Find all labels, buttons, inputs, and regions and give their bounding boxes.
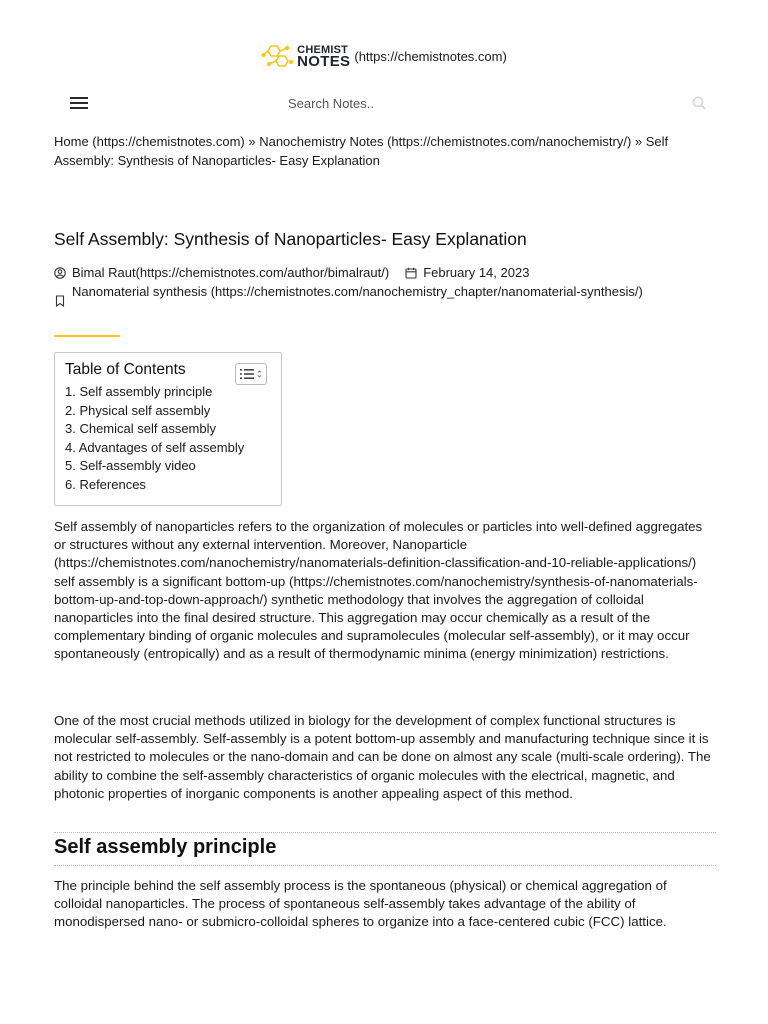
logo-wordmark [297, 44, 350, 68]
breadcrumb-home-link[interactable]: Home (https://chemistnotes.com) [54, 134, 245, 149]
site-header [0, 42, 768, 70]
post-category [54, 283, 714, 307]
author-link[interactable]: Bimal Raut(https://chemistnotes.com/author/bimalraut/) [72, 265, 390, 280]
breadcrumb-separator: » [631, 134, 646, 149]
post-meta [54, 265, 529, 280]
toc-item[interactable]: 1. Self assembly principle [65, 384, 213, 399]
breadcrumb-category-link[interactable]: Nanochemistry Notes (https://chemistnotes.com/nanochemistry/) [259, 134, 632, 149]
toc-item[interactable]: 5. Self-assembly video [65, 458, 196, 473]
toc-item[interactable]: 6. References [65, 476, 146, 492]
hamburger-menu-icon[interactable] [70, 97, 88, 109]
post-date-text: February 14, 2023 [423, 265, 530, 280]
toc-item[interactable]: 4. Advantages of self assembly [65, 439, 245, 455]
section-heading: Self assembly principle [54, 836, 277, 858]
toc-toggle-button[interactable] [235, 363, 267, 385]
intro-paragraph: Self assembly of nanoparticles refers to the organization of molecules or particles into well-defined aggregates or structures without any external intervention. Moreover, Nanoparticle (https://chemistnotes.com/nanochemistry/nanomaterials-definition-classification-and-10-reliable-applications/) self assembly is a significant bottom-up (https://chemistnotes.com/nanochemistry/synthesis-of-nanomaterials-bottom-up-and-top-down-approach/) synthetic methodology that involves the aggregation of colloidal nanoparticles into the final desired structure. This aggregation may occur chemically as a result of the complementary binding of organic molecules and supramolecules (molecular self-assembly), or it may occur spontaneously (entropically) and as a result of thermodynamic minima (energy minimization) restrictions. [54, 519, 703, 662]
section-divider [54, 865, 716, 866]
category-link[interactable]: Nanomaterial synthesis (https://chemistnotes.com/nanochemistry_chapter/nanomaterial-synthesis/) [72, 284, 643, 299]
logo-line-1: CHEMIST [297, 44, 349, 56]
title-accent-divider [54, 335, 120, 337]
toc-item[interactable]: 3. Chemical self assembly [65, 421, 216, 436]
section-divider [54, 832, 716, 833]
page-title: Self Assembly: Synthesis of Nanoparticles- Easy Explanation [54, 229, 527, 249]
post-date [405, 265, 529, 280]
body-paragraph: One of the most crucial methods utilized in biology for the development of complex functional structures is molecular self-assembly. Self-assembly is a potent bottom-up assembly and manufacturing technique since it is not restricted to molecules or the nano-domain and can be done on almost any scale (multi-scale ordering). The ability to combine the self-assembly characteristics of organic molecules with the electrical, magnetic, and photonic properties of inorganic components is another appealing aspect of this method. [54, 713, 711, 801]
toc-list [65, 383, 271, 494]
list-toggle-icon [239, 368, 263, 380]
table-of-contents [54, 352, 282, 506]
molecule-logo-icon [261, 42, 295, 70]
breadcrumb-current: Self Assembly: Synthesis of Nanoparticles- Easy Explanation [54, 134, 669, 168]
user-icon [54, 267, 66, 279]
logo-line-2: NOTES [297, 53, 351, 70]
breadcrumb-separator: » [244, 134, 260, 149]
breadcrumb [54, 133, 714, 170]
toc-item[interactable]: 2. Physical self assembly [65, 402, 211, 418]
search-icon[interactable] [692, 96, 706, 110]
site-logo[interactable] [261, 42, 350, 70]
logo-url[interactable]: (https://chemistnotes.com) [354, 48, 507, 64]
nav-bar [0, 90, 768, 116]
bookmark-icon [54, 295, 66, 307]
calendar-icon [405, 267, 417, 279]
toc-title: Table of Contents [65, 361, 186, 378]
search-input[interactable] [288, 92, 708, 114]
body-paragraph: The principle behind the self assembly process is the spontaneous (physical) or chemical aggregation of colloidal nanoparticles. The process of spontaneous self-assembly takes advantage of the ability of monodispersed nano- or submicro-colloidal spheres to organize into a face-centered cubic (FCC) lattice. [54, 878, 667, 930]
